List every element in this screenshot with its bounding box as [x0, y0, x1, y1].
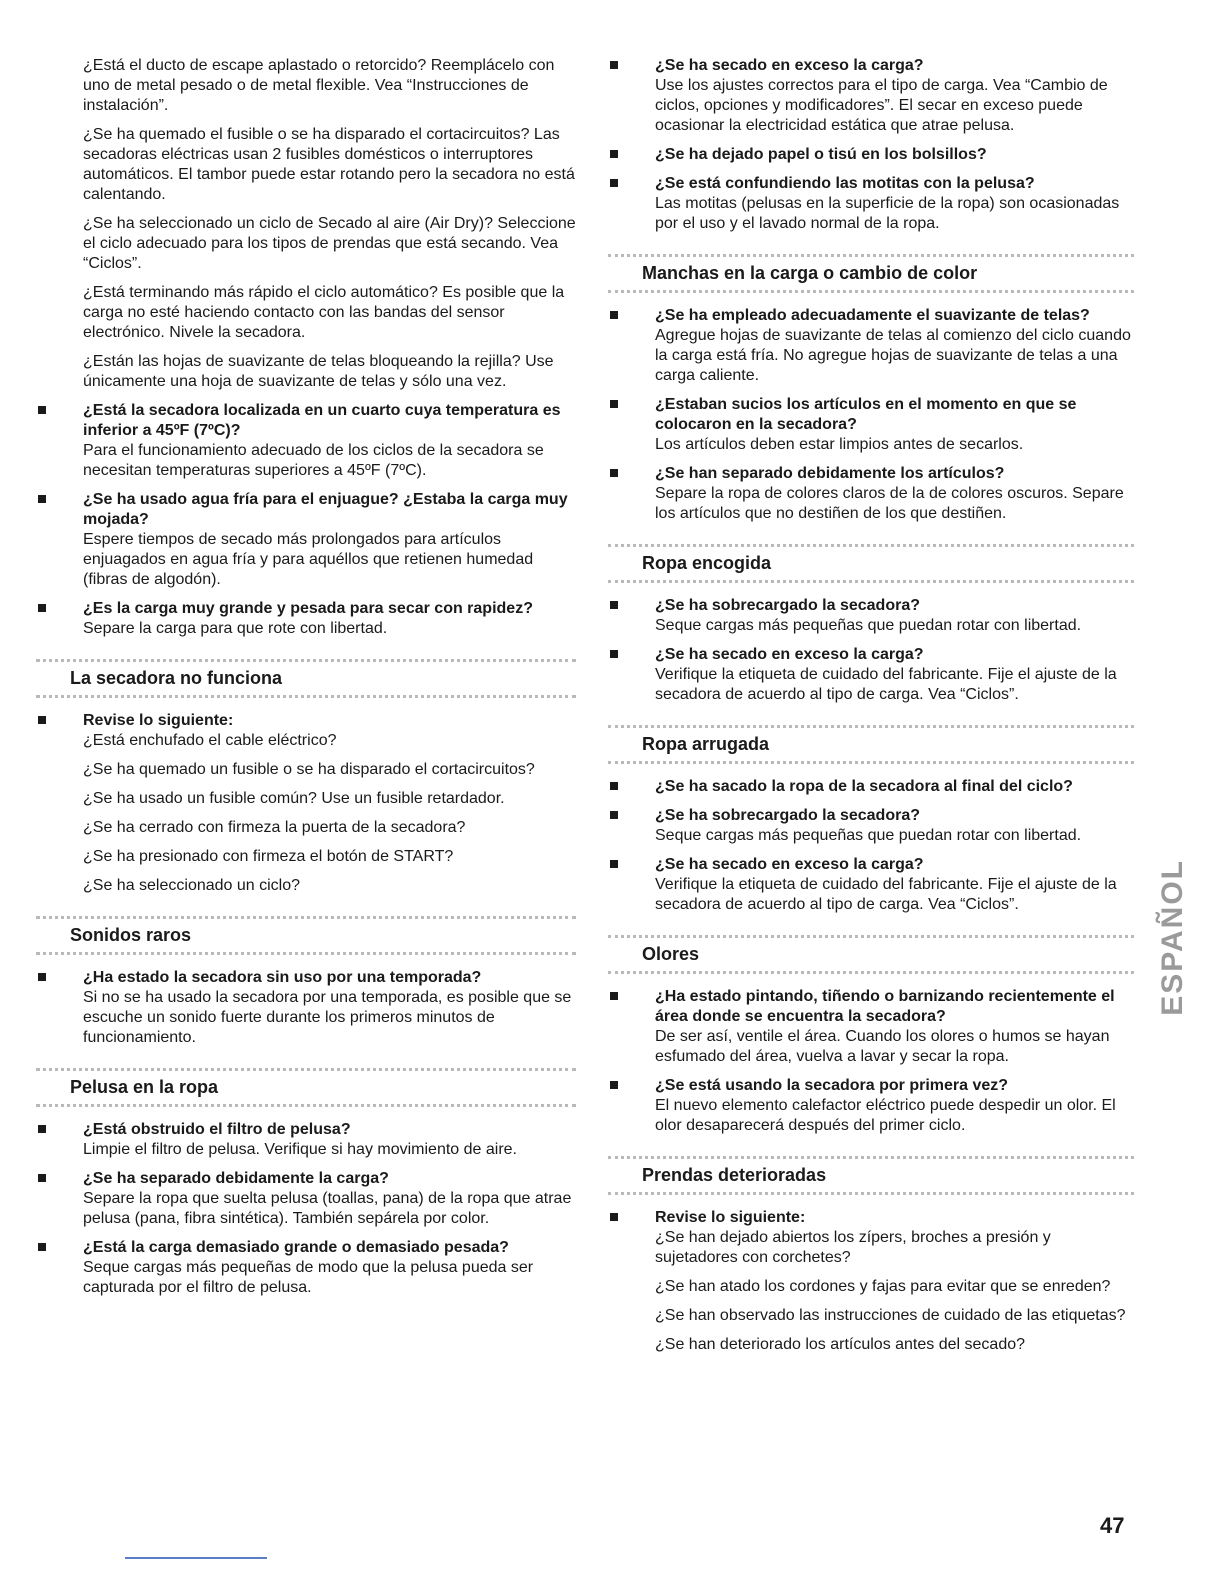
square-bullet-icon	[38, 1125, 46, 1133]
square-bullet-icon	[610, 150, 618, 158]
list-item	[608, 145, 1134, 165]
square-bullet-icon	[38, 716, 46, 724]
list-item	[608, 596, 1134, 636]
square-bullet-icon	[610, 61, 618, 69]
item-subline: ¿Se ha seleccionado un ciclo?	[83, 877, 301, 894]
paragraph: ¿Están las hojas de suavizante de telas bloqueando la rejilla? Use únicamente una hoja de suavizante de telas y sólo una vez.	[83, 353, 554, 390]
item-subline: ¿Se ha quemado un fusible o se ha disparado el cortacircuitos?	[83, 761, 535, 778]
item-question: ¿Se ha usado agua fría para el enjuague? ¿Estaba la carga muy mojada?	[83, 491, 568, 528]
list-item	[36, 968, 576, 1048]
section-header	[36, 659, 576, 698]
item-subline: ¿Se han observado las instrucciones de cuidado de las etiquetas?	[655, 1307, 1126, 1324]
list-item	[608, 987, 1134, 1067]
list-item	[36, 711, 576, 896]
list-item	[36, 1238, 576, 1298]
footer-rule	[125, 1557, 267, 1559]
item-answer: Los artículos deben estar limpios antes de secarlos.	[655, 436, 1024, 453]
list-item	[608, 464, 1134, 524]
section-title: Pelusa en la ropa	[70, 1077, 219, 1097]
list-item	[36, 490, 576, 590]
dotted-rule	[36, 1104, 576, 1107]
list-item	[36, 1169, 576, 1229]
dotted-rule	[608, 1192, 1134, 1195]
item-question: ¿Se ha sobrecargado la secadora?	[655, 807, 920, 824]
square-bullet-icon	[38, 604, 46, 612]
item-question: ¿Se ha secado en exceso la carga?	[655, 646, 924, 663]
square-bullet-icon	[610, 311, 618, 319]
item-question: ¿Se está confundiendo las motitas con la pelusa?	[655, 175, 1035, 192]
item-subline: ¿Se han atado los cordones y fajas para evitar que se enreden?	[655, 1278, 1111, 1295]
item-answer: De ser así, ventile el área. Cuando los olores o humos se hayan esfumado del área, vuelva a lavar y secar la ropa.	[655, 1028, 1110, 1065]
section-header	[36, 1068, 576, 1107]
item-question: ¿Se ha empleado adecuadamente el suavizante de telas?	[655, 307, 1090, 324]
section-title: Prendas deterioradas	[642, 1165, 827, 1185]
section-header	[608, 725, 1134, 764]
section-title: Manchas en la carga o cambio de color	[642, 263, 978, 283]
item-answer: ¿Está enchufado el cable eléctrico?	[83, 732, 337, 749]
list-item	[608, 56, 1134, 136]
language-side-tab	[1152, 815, 1194, 1060]
item-question: Revise lo siguiente:	[83, 712, 234, 729]
square-bullet-icon	[610, 650, 618, 658]
item-question: ¿Está obstruido el filtro de pelusa?	[83, 1121, 351, 1138]
item-answer: Separe la carga para que rote con libertad.	[83, 620, 388, 637]
list-item	[608, 1076, 1134, 1136]
item-question: ¿Ha estado la secadora sin uso por una temporada?	[83, 969, 482, 986]
item-answer: Espere tiempos de secado más prolongados para artículos enjuagados en agua fría y para aquéllos que retienen humedad (fibras de algodón).	[83, 531, 534, 588]
list-item	[608, 645, 1134, 705]
item-subline: ¿Se ha usado un fusible común? Use un fusible retardador.	[83, 790, 505, 807]
item-question: ¿Está la secadora localizada en un cuarto cuya temperatura es inferior a 45ºF (7ºC)?	[83, 402, 561, 439]
item-answer: Verifique la etiqueta de cuidado del fabricante. Fije el ajuste de la secadora de acuerdo al tipo de carga. Vea “Ciclos”.	[655, 876, 1117, 913]
dotted-rule	[608, 580, 1134, 583]
square-bullet-icon	[610, 1213, 618, 1221]
paragraph: ¿Está terminando más rápido el ciclo automático? Es posible que la carga no esté haciendo contacto con las bandas del sensor electrónico. Nivele la secadora.	[83, 284, 565, 341]
square-bullet-icon	[610, 860, 618, 868]
paragraph: ¿Se ha seleccionado un ciclo de Secado al aire (Air Dry)? Seleccione el ciclo adecuado para los tipos de prendas que está secando. Vea “Ciclos”.	[83, 215, 576, 272]
item-question: ¿Se está usando la secadora por primera vez?	[655, 1077, 1009, 1094]
list-item	[36, 1120, 576, 1160]
item-answer: Seque cargas más pequeñas de modo que la pelusa pueda ser capturada por el filtro de pelusa.	[83, 1259, 534, 1296]
language-tab-label: ESPAÑOL	[1156, 859, 1189, 1016]
page-number: 47	[1100, 1513, 1125, 1538]
section-header	[608, 935, 1134, 974]
item-question: ¿Se ha sacado la ropa de la secadora al final del ciclo?	[655, 778, 1073, 795]
item-question: ¿Se ha secado en exceso la carga?	[655, 856, 924, 873]
square-bullet-icon	[38, 973, 46, 981]
item-answer: Use los ajustes correctos para el tipo de carga. Vea “Cambio de ciclos, opciones y modificadores”. El secar en exceso puede ocasionar la electricidad estática que atrae pelusa.	[655, 77, 1108, 134]
item-question: ¿Ha estado pintando, tiñendo o barnizando recientemente el área donde se encuentra la secadora?	[655, 988, 1115, 1025]
square-bullet-icon	[38, 495, 46, 503]
item-question: ¿Está la carga demasiado grande o demasiado pesada?	[83, 1239, 509, 1256]
list-item	[36, 599, 576, 639]
dotted-rule	[36, 952, 576, 955]
section-header	[608, 254, 1134, 293]
dotted-rule	[608, 290, 1134, 293]
section-header	[608, 544, 1134, 583]
section-title: Sonidos raros	[70, 925, 192, 945]
list-item	[608, 306, 1134, 386]
list-item	[608, 395, 1134, 455]
section-title: La secadora no funciona	[70, 668, 283, 688]
item-answer: Si no se ha usado la secadora por una temporada, es posible que se escuche un sonido fuerte durante los primeros minutos de funcionamiento.	[83, 989, 572, 1046]
item-answer: Seque cargas más pequeñas que puedan rotar con libertad.	[655, 827, 1082, 844]
paragraph: ¿Está el ducto de escape aplastado o retorcido? Reemplácelo con uno de metal pesado o de metal flexible. Vea “Instrucciones de instalación”.	[83, 57, 555, 114]
item-answer: Agregue hojas de suavizante de telas al comienzo del ciclo cuando la carga está fría. No agregue hojas de suavizante de telas a una carga caliente.	[655, 327, 1131, 384]
item-question: Revise lo siguiente:	[655, 1209, 806, 1226]
item-answer: Separe la ropa que suelta pelusa (toallas, pana) de la ropa que atrae pelusa (pana, fibra sintética). También sepárela por color.	[83, 1190, 572, 1227]
item-answer: El nuevo elemento calefactor eléctrico puede despedir un olor. El olor desaparecerá después del primer ciclo.	[655, 1097, 1116, 1134]
right-column	[608, 56, 1134, 1364]
section-header	[608, 1156, 1134, 1195]
item-subline: ¿Se ha cerrado con firmeza la puerta de la secadora?	[83, 819, 466, 836]
list-item	[608, 806, 1134, 846]
item-question: ¿Se han separado debidamente los artículos?	[655, 465, 1005, 482]
list-item	[608, 855, 1134, 915]
item-answer: Limpie el filtro de pelusa. Verifique si hay movimiento de aire.	[83, 1141, 517, 1158]
left-column	[36, 56, 576, 1307]
item-answer: Verifique la etiqueta de cuidado del fabricante. Fije el ajuste de la secadora de acuerdo al tipo de carga. Vea “Ciclos”.	[655, 666, 1117, 703]
square-bullet-icon	[610, 811, 618, 819]
square-bullet-icon	[610, 469, 618, 477]
section-title: Ropa encogida	[642, 553, 772, 573]
list-item	[608, 174, 1134, 234]
square-bullet-icon	[38, 1174, 46, 1182]
dotted-rule	[608, 971, 1134, 974]
dotted-rule	[36, 695, 576, 698]
section-header	[36, 916, 576, 955]
item-answer: Las motitas (pelusas en la superficie de la ropa) son ocasionadas por el uso y el lavado normal de la ropa.	[655, 195, 1120, 232]
square-bullet-icon	[38, 1243, 46, 1251]
item-question: ¿Se ha dejado papel o tisú en los bolsillos?	[655, 146, 987, 163]
square-bullet-icon	[38, 406, 46, 414]
square-bullet-icon	[610, 601, 618, 609]
item-answer: Para el funcionamiento adecuado de los ciclos de la secadora se necesitan temperaturas superiores a 45ºF (7ºC).	[83, 442, 544, 479]
square-bullet-icon	[610, 992, 618, 1000]
paragraph: ¿Se ha quemado el fusible o se ha disparado el cortacircuitos? Las secadoras eléctricas usan 2 fusibles domésticos o interruptores automáticos. El tambor puede estar rotando pero la secadora no está calentando.	[83, 126, 575, 203]
section-title: Ropa arrugada	[642, 734, 770, 754]
item-question: ¿Se ha secado en exceso la carga?	[655, 57, 924, 74]
square-bullet-icon	[610, 782, 618, 790]
item-answer: Seque cargas más pequeñas que puedan rotar con libertad.	[655, 617, 1082, 634]
item-subline: ¿Se ha presionado con firmeza el botón de START?	[83, 848, 454, 865]
square-bullet-icon	[610, 179, 618, 187]
item-question: ¿Es la carga muy grande y pesada para secar con rapidez?	[83, 600, 533, 617]
item-subline: ¿Se han deteriorado los artículos antes del secado?	[655, 1336, 1026, 1353]
item-answer: ¿Se han dejado abiertos los zípers, broches a presión y sujetadores con corchetes?	[655, 1229, 1051, 1266]
square-bullet-icon	[610, 1081, 618, 1089]
item-question: ¿Se ha separado debidamente la carga?	[83, 1170, 389, 1187]
dotted-rule	[608, 761, 1134, 764]
list-item	[36, 401, 576, 481]
list-item	[608, 1208, 1134, 1355]
square-bullet-icon	[610, 400, 618, 408]
item-question: ¿Estaban sucios los artículos en el momento en que se colocaron en la secadora?	[655, 396, 1077, 433]
item-answer: Separe la ropa de colores claros de la de colores oscuros. Separe los artículos que no destiñen de los que destiñen.	[655, 485, 1124, 522]
list-item	[608, 777, 1134, 797]
item-question: ¿Se ha sobrecargado la secadora?	[655, 597, 920, 614]
section-title: Olores	[642, 944, 700, 964]
